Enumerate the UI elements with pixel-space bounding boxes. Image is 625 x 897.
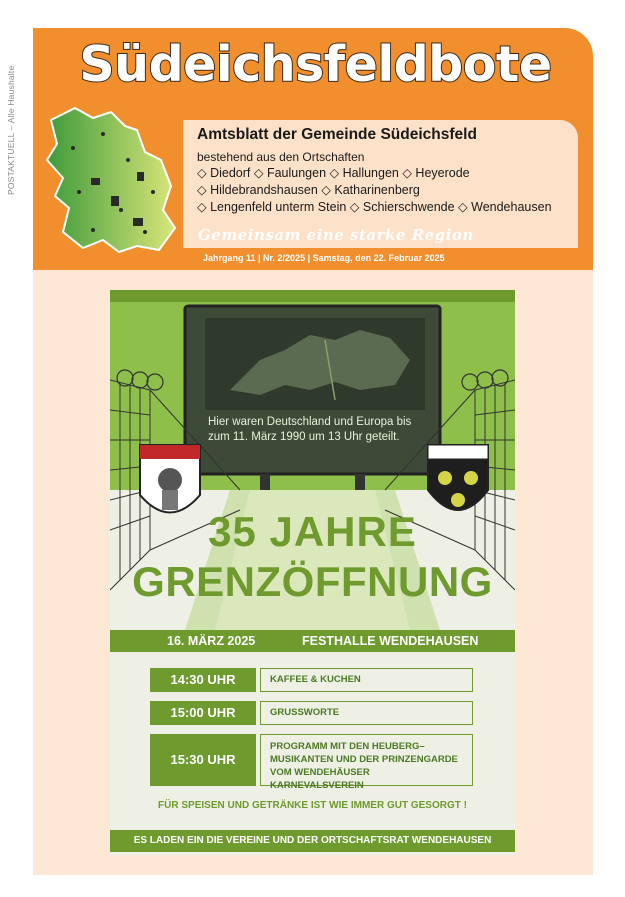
- masthead-title: Südeichsfeldbote: [79, 36, 552, 93]
- schedule-time: 15:30 UHR: [150, 734, 256, 786]
- poster-title-line1: 35 JAHRE: [208, 508, 417, 555]
- board-inscription: Hier waren Deutschland und Europa bis zum 11. März 1990 um 13 Uhr geteilt.: [208, 416, 412, 443]
- schedule-item: KAFFEE & KUCHEN: [260, 668, 473, 692]
- villages-line-2: ◇ Hildebrandshausen ◇ Katharinenberg: [197, 183, 420, 197]
- slogan: Gemeinsam eine starke Region: [198, 226, 474, 244]
- invitation-footer: ES LADEN EIN DIE VEREINE UND DER ORTSCHAFTSRAT WENDEHAUSEN: [110, 830, 515, 852]
- event-poster: [110, 290, 515, 855]
- wendehausen-crest-icon: [428, 445, 488, 510]
- schedule-time: 15:00 UHR: [150, 701, 256, 725]
- postaktuell-side-label: POSTAKTUELL – Alle Haushalte: [6, 65, 16, 195]
- schedule-item: GRUSSWORTE: [260, 701, 473, 725]
- amtsblatt-subtitle: bestehend aus den Ortschaften: [197, 150, 365, 164]
- schedule-time: 14:30 UHR: [150, 668, 256, 692]
- date-venue-band: [110, 630, 515, 652]
- villages-line-3: ◇ Lengenfeld unterm Stein ◇ Schierschwende ◇ Wendehausen: [197, 200, 552, 214]
- villages-line-1: ◇ Diedorf ◇ Faulungen ◇ Hallungen ◇ Heyerode: [197, 166, 470, 180]
- event-date: 16. MÄRZ 2025: [167, 634, 256, 648]
- schedule-item: PROGRAMM MIT DEN HEUBERG–MUSIKANTEN UND DER PRINZENGARDE VOM WENDEHÄUSER KARNEVALSVEREIN: [260, 734, 473, 786]
- header: [33, 28, 593, 270]
- food-note: FÜR SPEISEN UND GETRÄNKE IST WIE IMMER GUT GESORGT !: [158, 800, 467, 811]
- poster-title-line2: GRENZÖFFNUNG: [132, 558, 493, 605]
- issue-info: Jahrgang 11 | Nr. 2/2025 | Samstag, den 22. Februar 2025: [203, 253, 445, 263]
- heldra-crest-icon: [140, 445, 200, 513]
- amtsblatt-title: Amtsblatt der Gemeinde Südeichsfeld: [197, 126, 477, 143]
- event-venue: FESTHALLE WENDEHAUSEN: [302, 634, 479, 648]
- municipality-map-icon: [33, 100, 193, 260]
